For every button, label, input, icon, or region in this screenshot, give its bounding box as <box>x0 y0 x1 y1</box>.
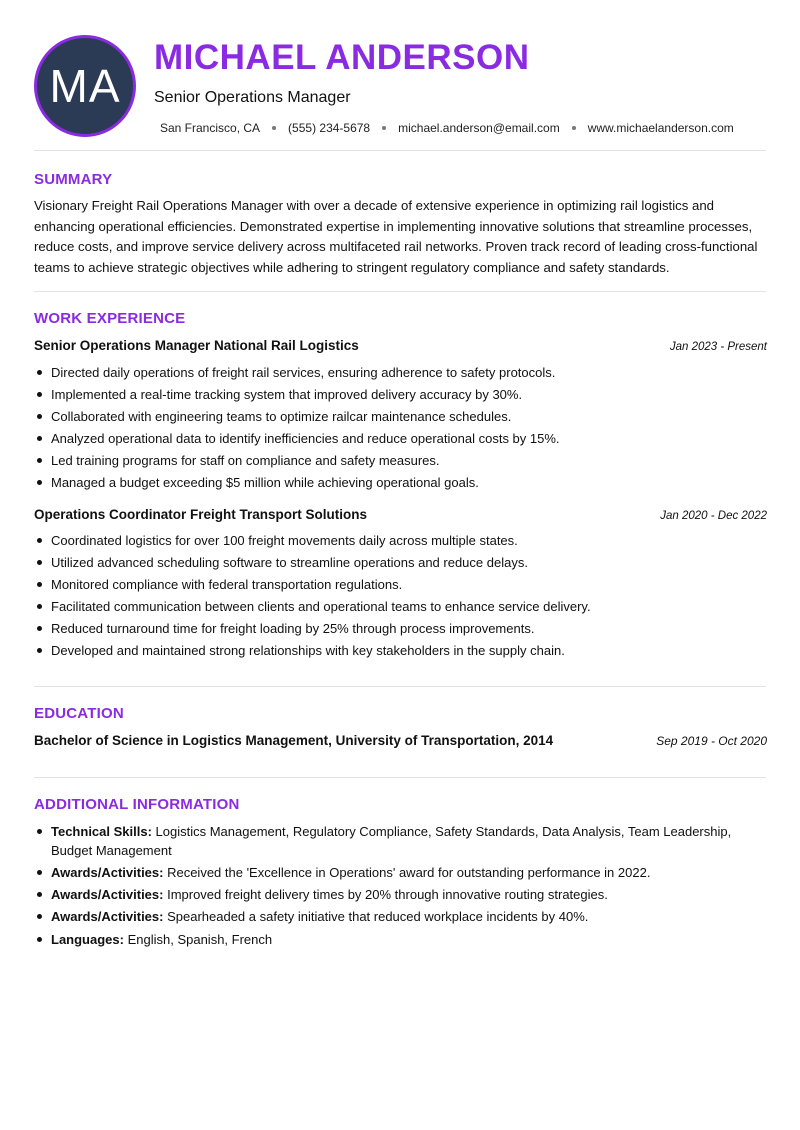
list-item: Reduced turnaround time for freight loading by 25% through process improvements. <box>34 620 767 642</box>
list-item <box>34 907 767 926</box>
candidate-title: Senior Operations Manager <box>154 89 351 106</box>
info-text: Logistics Management, Regulatory Compliance, Safety Standards, Data Analysis, Team Leadership, Budget Management <box>51 824 732 858</box>
contact-email[interactable]: michael.anderson@email.com <box>398 121 560 135</box>
info-label: Technical Skills: <box>51 824 152 839</box>
list-item <box>34 863 767 882</box>
info-label: Languages: <box>51 932 124 947</box>
additional-info-list <box>34 822 767 952</box>
list-item <box>34 885 767 904</box>
info-text: English, Spanish, French <box>123 932 273 947</box>
list-item: Managed a budget exceeding $5 million while achieving operational goals. <box>34 474 767 496</box>
info-label: Awards/Activities: <box>51 865 164 880</box>
job-bullets <box>34 364 767 496</box>
job-dates: Jan 2023 - Present <box>669 341 767 353</box>
job-bullets <box>34 532 767 664</box>
list-item: Developed and maintained strong relationships with key stakeholders in the supply chain. <box>34 642 767 664</box>
education-dates: Sep 2019 - Oct 2020 <box>656 734 767 748</box>
info-text: Spearheaded a safety initiative that reduced workplace incidents by 40%. <box>163 909 589 924</box>
divider <box>34 150 766 151</box>
job-role: Senior Operations Manager National Rail Logistics <box>34 338 359 353</box>
contact-line <box>160 121 734 135</box>
list-item: Analyzed operational data to identify inefficiencies and reduce operational costs by 15%. <box>34 430 767 452</box>
divider <box>34 291 766 292</box>
separator-dot <box>272 126 276 130</box>
divider <box>34 777 766 778</box>
contact-website[interactable]: www.michaelanderson.com <box>587 121 734 135</box>
section-title-education: EDUCATION <box>34 705 124 722</box>
divider <box>34 686 766 687</box>
candidate-name: MICHAEL ANDERSON <box>154 38 530 77</box>
job-header <box>34 507 767 522</box>
list-item: Facilitated communication between clients and operational teams to enhance service delivery. <box>34 598 767 620</box>
list-item: Led training programs for staff on compliance and safety measures. <box>34 452 767 474</box>
avatar-initials: MA <box>49 60 121 112</box>
info-text: Improved freight delivery times by 20% through innovative routing strategies. <box>163 887 608 902</box>
list-item: Utilized advanced scheduling software to streamline operations and reduce delays. <box>34 554 767 576</box>
separator-dot <box>572 126 576 130</box>
info-text: Received the 'Excellence in Operations' award for outstanding performance in 2022. <box>163 865 651 880</box>
list-item: Collaborated with engineering teams to optimize railcar maintenance schedules. <box>34 408 767 430</box>
list-item: Coordinated logistics for over 100 freight movements daily across multiple states. <box>34 532 767 554</box>
list-item: Monitored compliance with federal transportation regulations. <box>34 576 767 598</box>
summary-text: Visionary Freight Rail Operations Manager with over a decade of extensive experience in optimizing rail logistics and enhancing operational efficiencies. Demonstrated expertise in implementing innovative solutions that streamline processes, reduce costs, and improve service delivery across multifaceted rail networks. Proven track record of leading cross-functional teams to achieve strategic objectives while adhering to stringent regulatory compliance and safety standards. <box>34 198 758 275</box>
list-item: Implemented a real-time tracking system that improved delivery accuracy by 30%. <box>34 386 767 408</box>
education-degree: Bachelor of Science in Logistics Management, University of Transportation, 2014 <box>34 733 554 748</box>
info-label: Awards/Activities: <box>51 887 164 902</box>
avatar <box>34 35 136 137</box>
section-title-additional-information: ADDITIONAL INFORMATION <box>34 796 240 813</box>
job-dates: Jan 2020 - Dec 2022 <box>660 510 767 522</box>
list-item <box>34 930 767 949</box>
education-entry <box>34 733 767 748</box>
info-label: Awards/Activities: <box>51 909 164 924</box>
job-header <box>34 338 767 353</box>
list-item: Directed daily operations of freight rail services, ensuring adherence to safety protocols. <box>34 364 767 386</box>
separator-dot <box>382 126 386 130</box>
contact-location: San Francisco, CA <box>160 121 261 135</box>
section-title-work-experience: WORK EXPERIENCE <box>34 310 186 327</box>
section-title-summary: SUMMARY <box>34 171 113 188</box>
list-item <box>34 822 767 860</box>
job-role: Operations Coordinator Freight Transport Solutions <box>34 507 368 522</box>
contact-phone[interactable]: (555) 234-5678 <box>288 121 371 135</box>
